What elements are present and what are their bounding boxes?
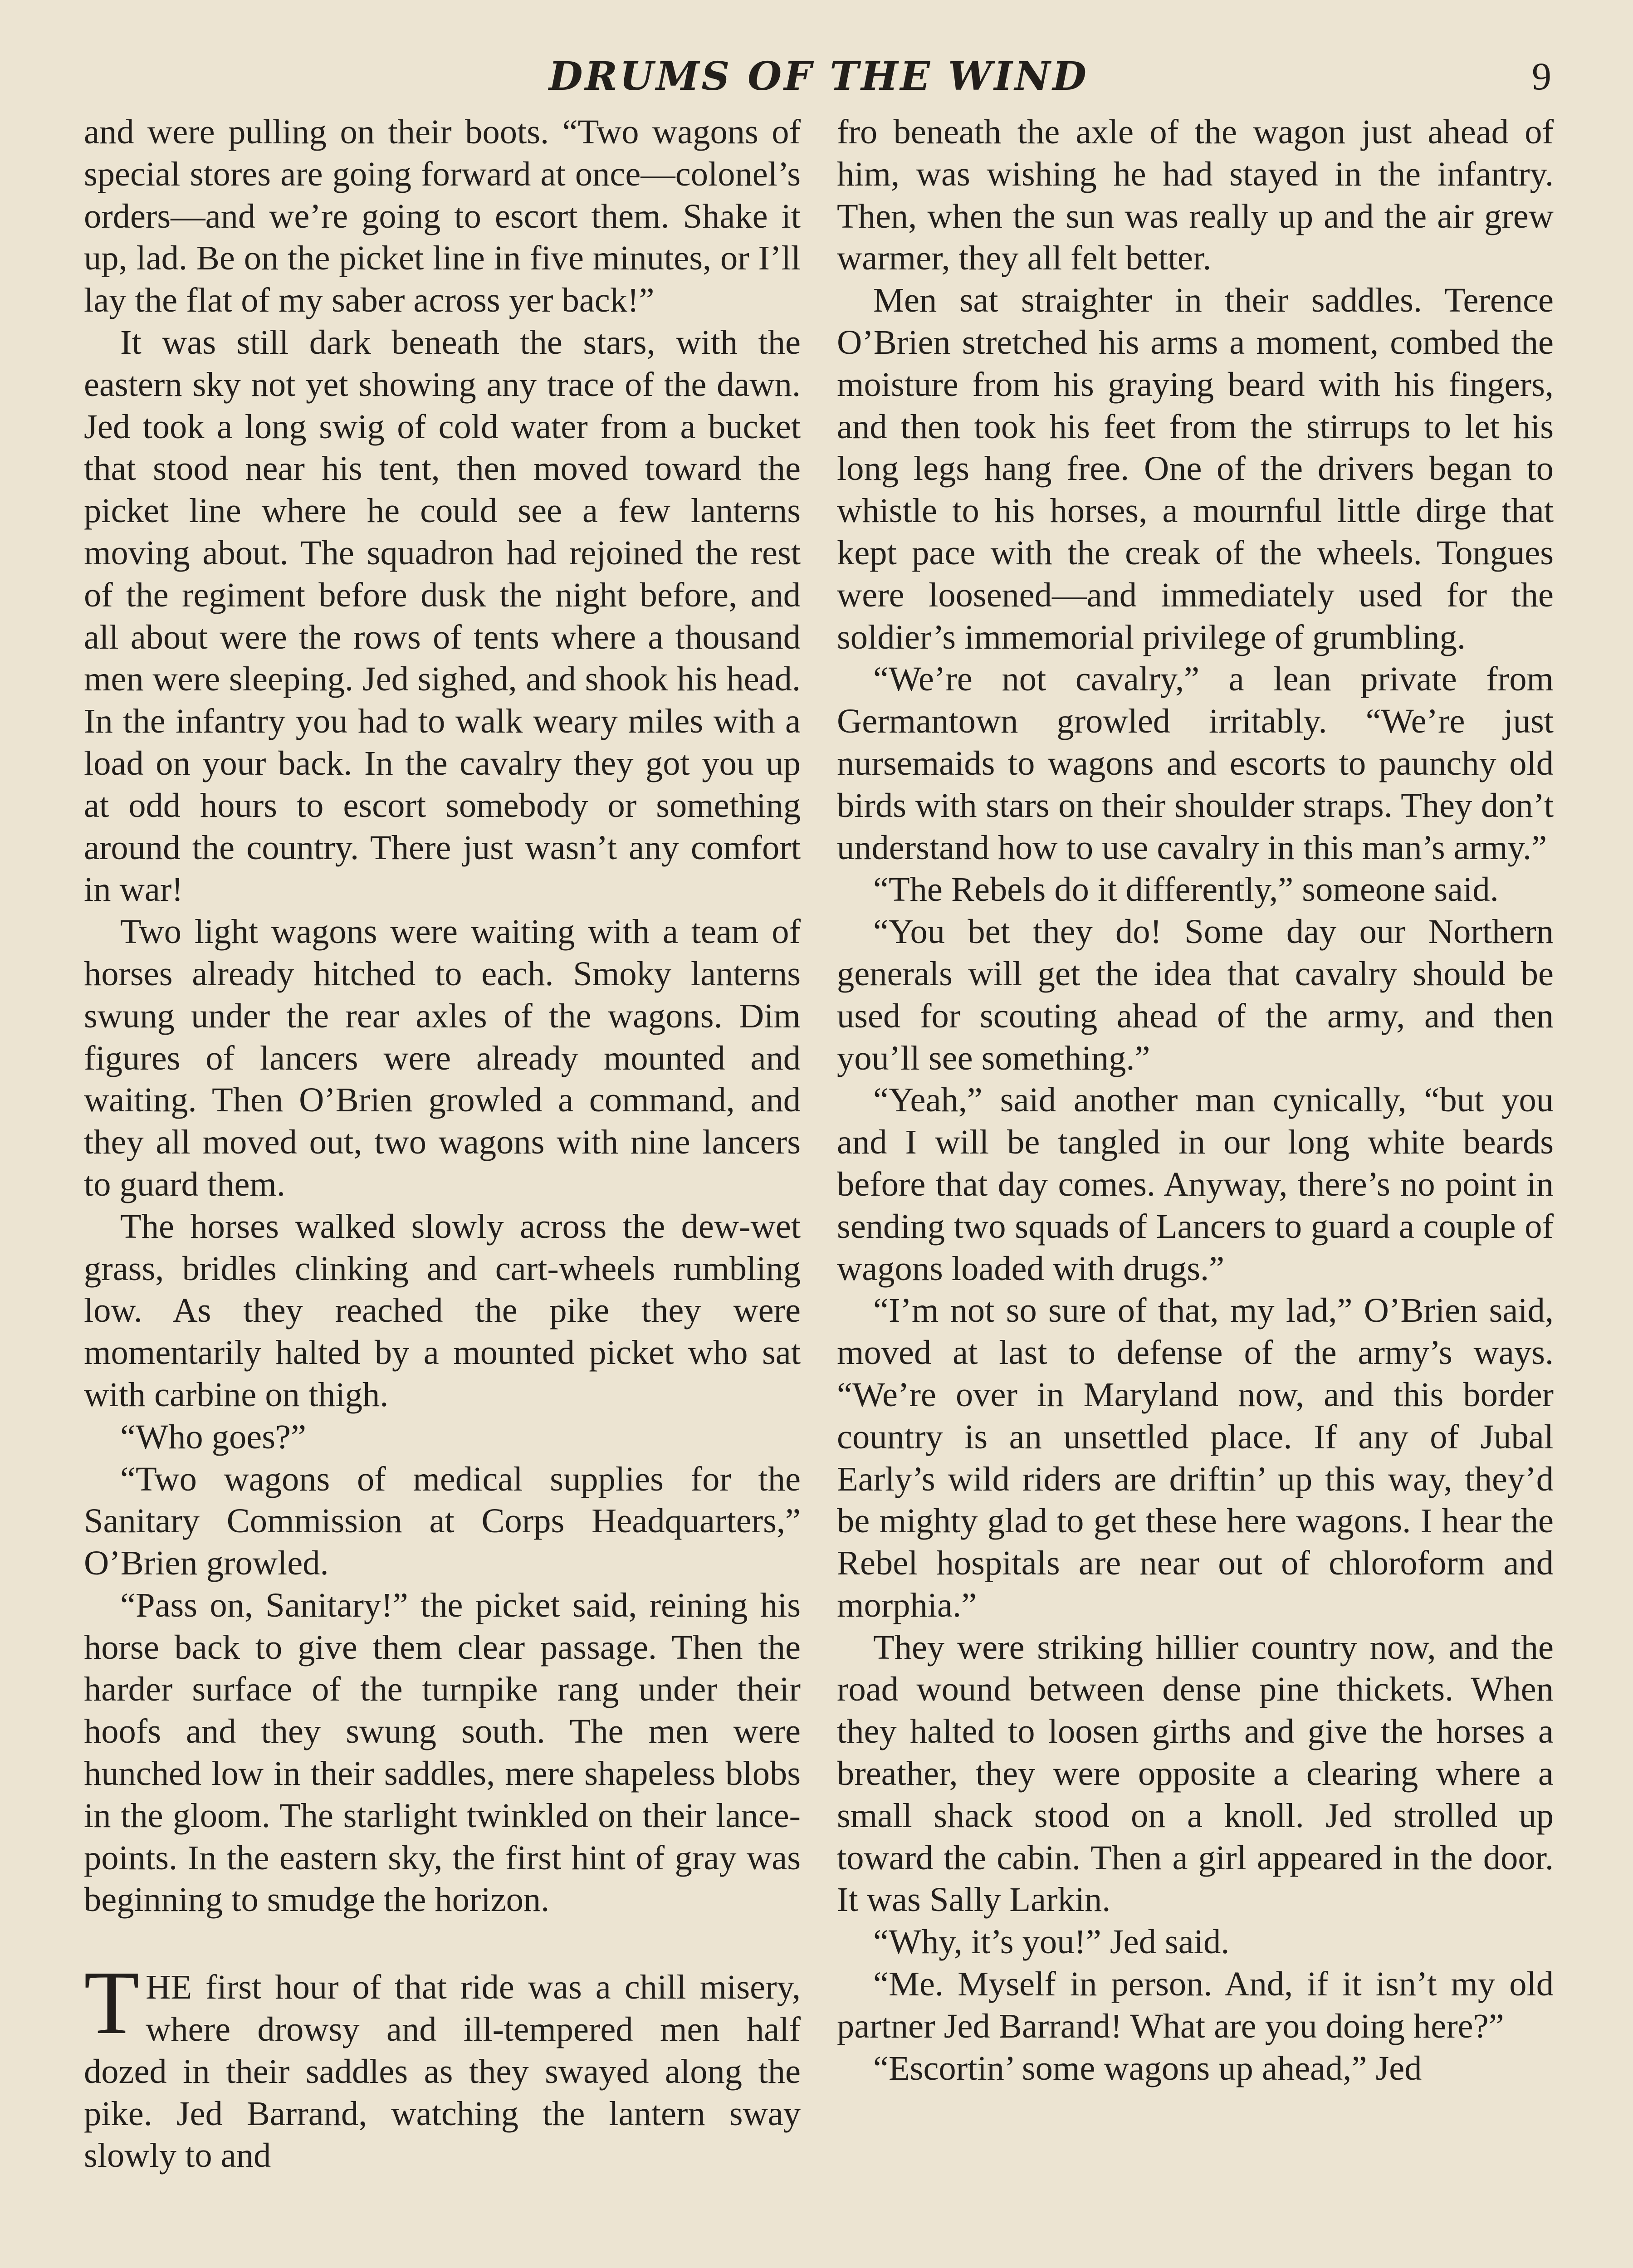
- paragraph: Two light wagons were waiting with a team of horses already hitched to each. Smoky lanterns swung under the rear axles of the wagons. Dim figures of lancers were already mounted and waiting. Then O’Brien growled a command, and they all moved out, two wagons with nine lancers to guard them.: [84, 912, 801, 1203]
- paragraph: “We’re not cavalry,” a lean private from Germantown growled irritably. “We’re just nursemaids to wagons and escorts to paunchy old birds with stars on their shoulder straps. They don’t understand how to use cavalry in this man’s army.”: [837, 660, 1554, 867]
- paragraph: “Why, it’s you!” Jed said.: [873, 1922, 1230, 1961]
- paragraph: “You bet they do! Some day our Northern generals will get the idea that cavalry should be used for scouting ahead of the army, and then you’ll see something.”: [837, 912, 1554, 1077]
- paragraph: They were striking hillier country now, and the road wound between dense pine thickets. When they halted to loosen girths and give the horses a breather, they were opposite a clearing where a small shack stood on a knoll. Jed strolled up toward the cabin. Then a girl appeared in the door. It was Sally Larkin.: [837, 1628, 1554, 1919]
- paragraph: “Escortin’ some wagons up ahead,” Jed: [873, 2048, 1422, 2087]
- drop-cap: T: [84, 1953, 140, 2053]
- paragraph: and were pulling on their boots. “Two wagons of special stores are going forward at once—colonel’s orders—and we’re going to escort them. Shake it up, lad. Be on the picket line in five minutes, or I’ll lay the flat of my saber across yer back!”: [84, 112, 801, 320]
- paragraph: “Who goes?”: [120, 1417, 306, 1456]
- page-header: [86, 54, 1551, 103]
- paragraph: “I’m not so sure of that, my lad,” O’Brien said, moved at last to defense of the army’s ways. “We’re over in Maryland now, and this border country is an unsettled place. If any of Jubal Early’s wild riders are driftin’ up this way, they’d be mighty glad to get these here wagons. I hear the Rebel hospitals are near out of chloroform and morphia.”: [837, 1291, 1554, 1624]
- paragraph: “Two wagons of medical supplies for the Sanitary Commission at Corps Headquarters,” O’Brien growled.: [84, 1459, 801, 1583]
- paragraph: “Me. Myself in person. And, if it isn’t my old partner Jed Barrand! What are you doing here?”: [837, 1965, 1554, 2045]
- left-column: [84, 111, 801, 2177]
- page-number: 9: [1532, 54, 1551, 98]
- section-opening-paragraph: [84, 1953, 801, 2177]
- paragraph: fro beneath the axle of the wagon just ahead of him, was wishing he had stayed in the infantry. Then, when the sun was really up and the air grew warmer, they all felt better.: [837, 112, 1554, 278]
- paragraph: It was still dark beneath the stars, with the eastern sky not yet showing any trace of the dawn. Jed took a long swig of cold water from a bucket that stood near his tent, then moved toward the picket line where he could see a few lanterns moving about. The squadron had rejoined the rest of the regiment before dusk the night before, and all about were the rows of tents where a thousand men were sleeping. Jed sighed, and shook his head. In the infantry you had to walk weary miles with a load on your back. In the cavalry they got you up at odd hours to escort somebody or something around the country. There just wasn’t any comfort in war!: [84, 323, 801, 909]
- paragraph: “Pass on, Sanitary!” the picket said, reining his horse back to give them clear passage. Then the harder surface of the turnpike rang under their hoofs and they swung south. The men were hunched low in their saddles, mere shapeless blobs in the gloom. The starlight twinkled on their lance-points. In the eastern sky, the first hint of gray was beginning to smudge the horizon.: [84, 1585, 801, 1919]
- paragraph: Men sat straighter in their saddles. Terence O’Brien stretched his arms a moment, combed the moisture from his graying beard with his fingers, and then took his feet from the stirrups to let his long legs hang free. One of the drivers began to whistle to his horses, a mournful little dirge that kept pace with the creak of the wheels. Tongues were loosened—and immediately used for the soldier’s immemorial privilege of grumbling.: [837, 281, 1554, 656]
- paragraph: “Yeah,” said another man cynically, “but you and I will be tangled in our long white beards before that day comes. Anyway, there’s no point in sending two squads of Lancers to guard a couple of wagons loaded with drugs.”: [837, 1080, 1554, 1288]
- paragraph: The horses walked slowly across the dew-wet grass, bridles clinking and cart-wheels rumbling low. As they reached the pike they were momentarily halted by a mounted picket who sat with carbine on thigh.: [84, 1207, 801, 1414]
- drop-cap-text: HE first hour of that ride was a chill misery, where drowsy and ill-tempered men half dozed in their saddles as they swayed along the pike. Jed Barrand, watching the lantern sway slowly to and: [84, 1968, 801, 2175]
- right-column: [837, 111, 1554, 2089]
- running-title: DRUMS OF THE WIND: [549, 54, 1089, 99]
- paragraph: “The Rebels do it differently,” someone said.: [873, 870, 1499, 909]
